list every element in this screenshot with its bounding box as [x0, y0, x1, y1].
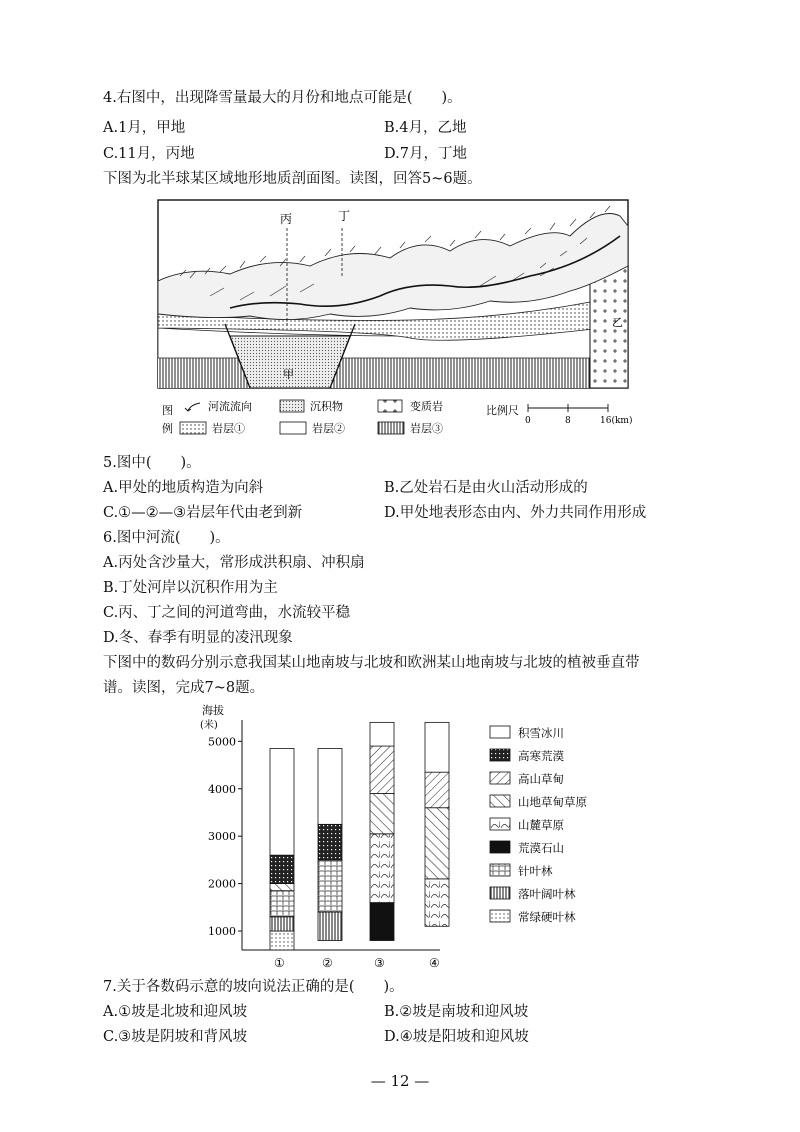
q7-option-c: C.③坡是阴坡和背风坡 — [103, 1029, 248, 1045]
figure2-intro-line1: 下图中的数码分别示意我国某山地南坡与北坡和欧洲某山地南坡与北坡的植被垂直带 — [103, 655, 640, 671]
geologic-section-figure — [150, 196, 640, 436]
legend-label-7: 针叶林 — [518, 864, 553, 878]
legend-swatch-8 — [490, 887, 510, 899]
scale-tick-16: 16(km) — [600, 416, 633, 426]
scale-label: 比例尺 — [486, 404, 519, 417]
legend-swatch-5 — [490, 818, 510, 830]
segment-高山草甸 — [425, 772, 449, 808]
x-label-1: ① — [274, 956, 285, 970]
q5-stem: 5.图中( )。 — [103, 455, 201, 471]
legend-label-2: 高寒荒漠 — [518, 749, 564, 763]
legend-label-6: 荒漠石山 — [518, 841, 564, 855]
column-2 — [318, 748, 342, 940]
label-bing: 丙 — [280, 212, 293, 226]
legend-swatch-3 — [490, 772, 510, 784]
x-label-3: ③ — [374, 956, 385, 970]
segment-积雪冰川 — [370, 722, 394, 746]
y-tick-label-3000: 3000 — [208, 830, 236, 844]
scale-tick-0: 0 — [525, 416, 531, 426]
segment-荒漠石山 — [370, 903, 394, 941]
legend-rock2: 岩层② — [312, 422, 345, 435]
segment-山麓草原 — [370, 834, 394, 903]
legend-rock1: 岩层① — [212, 422, 245, 435]
legend-sediment: 沉积物 — [310, 400, 343, 413]
segment-落叶阔叶林 — [270, 917, 294, 931]
segment-积雪冰川 — [270, 748, 294, 855]
y-tick-label-4000: 4000 — [208, 782, 236, 796]
q6-option-d: D.冬、春季有明显的凌汛现象 — [103, 630, 293, 646]
q5-option-c: C.①—②—③岩层年代由老到新 — [103, 505, 303, 521]
x-label-4: ④ — [429, 956, 440, 970]
rock-layer-3 — [158, 358, 628, 388]
q4-option-b: B.4月，乙地 — [384, 120, 467, 136]
column-3 — [370, 722, 394, 940]
page-number: — 12 — — [370, 1072, 430, 1090]
scale-tick-8: 8 — [565, 416, 571, 426]
legend-label-5: 山麓草原 — [518, 818, 564, 832]
legend-swatch-7 — [490, 864, 510, 876]
legend-label-9: 常绿硬叶林 — [518, 910, 576, 924]
column-4 — [425, 722, 449, 926]
segment-高寒荒漠 — [318, 824, 342, 860]
legend-rock1-swatch — [180, 422, 206, 434]
legend-metamorphic: 变质岩 — [410, 400, 443, 413]
y-tick-label-2000: 2000 — [208, 877, 236, 891]
q6-option-c: C.丙、丁之间的河道弯曲，水流较平稳 — [103, 605, 351, 621]
legend-label-1: 积雪冰川 — [518, 726, 564, 740]
q7-option-d: D.④坡是阳坡和迎风坡 — [384, 1029, 529, 1045]
scale-bar — [528, 404, 608, 412]
legend-sediment-swatch — [280, 400, 304, 412]
label-ding: 丁 — [338, 209, 351, 223]
segment-高山草甸 — [370, 746, 394, 793]
q5-option-a: A.甲处的地质构造为向斜 — [103, 480, 264, 496]
q7-option-b: B.②坡是南坡和迎风坡 — [384, 1004, 529, 1020]
x-label-2: ② — [322, 956, 333, 970]
segment-山地草甸草原 — [370, 794, 394, 834]
q7-option-a: A.①坡是北坡和迎风坡 — [103, 1004, 248, 1020]
legend-label-3: 高山草甸 — [518, 772, 564, 786]
segment-高寒荒漠 — [270, 855, 294, 883]
q5-option-d: D.甲处地表形态由内、外力共同作用形成 — [384, 505, 647, 521]
segment-落叶阔叶林 — [318, 912, 342, 940]
q4-option-d: D.7月，丁地 — [384, 146, 467, 162]
legend-title-2: 例 — [162, 422, 173, 435]
legend-label-4: 山地草甸草原 — [518, 795, 587, 809]
legend-swatch-9 — [490, 910, 510, 922]
y-tick-label-1000: 1000 — [208, 925, 236, 939]
segment-常绿硬叶林 — [270, 931, 294, 950]
q4-option-a: A.1月，甲地 — [103, 120, 186, 136]
legend-metamorphic-swatch — [378, 400, 402, 412]
vegetation-zone-chart — [190, 700, 630, 975]
q6-stem: 6.图中河流( )。 — [103, 530, 230, 546]
q4-stem: 4.右图中，出现降雪量最大的月份和地点可能是( )。 — [103, 90, 462, 106]
q5-option-b: B.乙处岩石是由火山活动形成的 — [384, 480, 588, 496]
figure1-intro: 下图为北半球某区域地形地质剖面图。读图，回答5~6题。 — [103, 171, 482, 187]
legend-swatch-4 — [490, 795, 510, 807]
segment-山地草甸草原 — [425, 808, 449, 879]
legend-swatch-1 — [490, 726, 510, 738]
column-1 — [270, 748, 294, 950]
y-axis-label: 海拔 — [202, 704, 224, 717]
figure2-intro-line2: 谱。读图，完成7~8题。 — [103, 680, 265, 696]
legend-rock3: 岩层③ — [410, 422, 443, 435]
legend-rock2-swatch — [280, 422, 306, 434]
y-axis-unit: (米) — [200, 720, 218, 731]
segment-山地草甸草原 — [270, 884, 294, 891]
y-tick-label-5000: 5000 — [208, 735, 236, 749]
segment-积雪冰川 — [318, 748, 342, 824]
x-tick-labels — [274, 956, 440, 970]
segment-积雪冰川 — [425, 722, 449, 772]
label-jia: 甲 — [283, 368, 294, 381]
q6-option-b: B.丁处河岸以沉积作用为主 — [103, 580, 278, 596]
segment-针叶林 — [318, 860, 342, 912]
legend-swatch-2 — [490, 749, 510, 761]
river-arrow-icon — [185, 403, 200, 411]
segment-针叶林 — [270, 891, 294, 917]
bar-columns — [270, 722, 449, 950]
q7-stem: 7.关于各数码示意的坡向说法正确的是( )。 — [103, 979, 404, 995]
chart-legend — [490, 726, 587, 924]
label-yi: 乙 — [612, 316, 623, 329]
q4-option-c: C.11月，丙地 — [103, 146, 195, 162]
y-tick-labels — [208, 735, 236, 938]
legend-label-8: 落叶阔叶林 — [518, 887, 576, 901]
legend-title-1: 图 — [162, 404, 173, 417]
legend-rock3-swatch — [378, 422, 404, 434]
segment-山麓草原 — [425, 879, 449, 926]
legend-river: 河流流向 — [208, 400, 252, 413]
legend-swatch-6 — [490, 841, 510, 853]
q6-option-a: A.丙处含沙量大，常形成洪积扇、冲积扇 — [103, 555, 365, 571]
